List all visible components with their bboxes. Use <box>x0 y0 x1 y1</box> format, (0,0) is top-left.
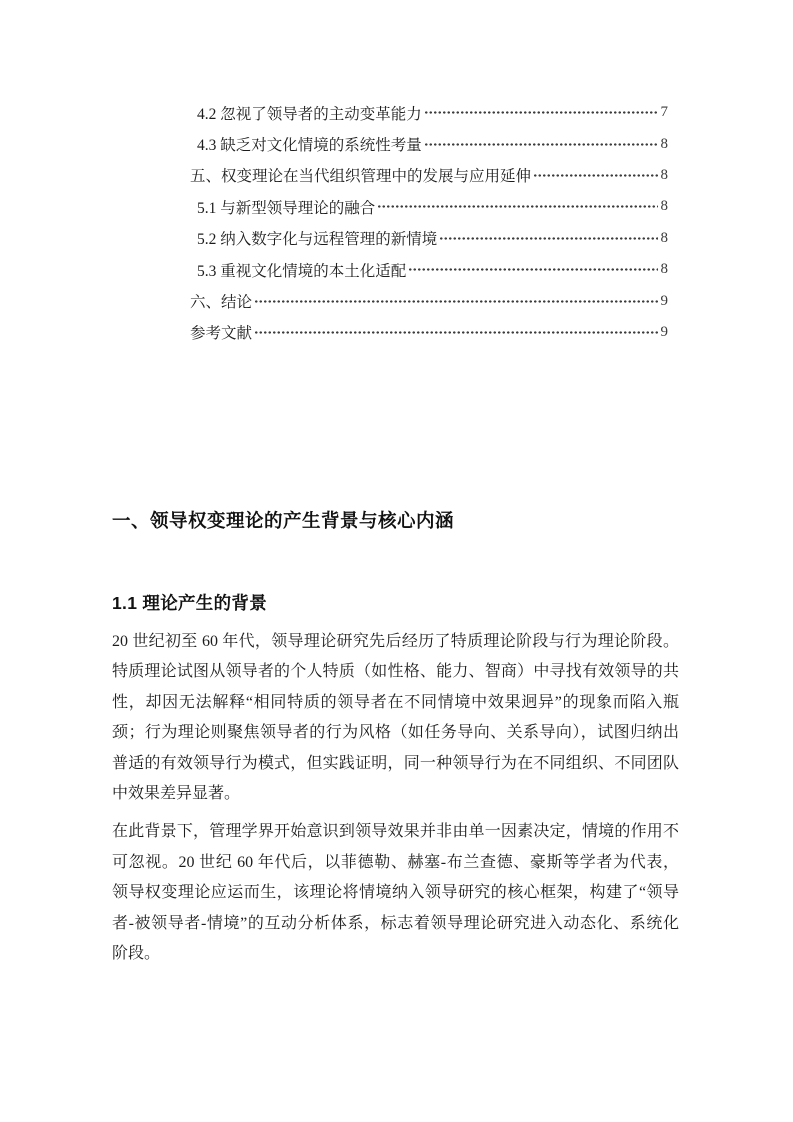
dot-leader <box>377 199 658 214</box>
toc-entry-label: 5.2 纳入数字化与远程管理的新情境 <box>197 231 438 249</box>
dot-leader <box>254 294 658 309</box>
body-line: 可忽视。20 世纪 60 年代后，以菲德勒、赫塞-布兰查德、豪斯等学者为代表， <box>112 853 679 871</box>
toc-entry-page: 8 <box>660 166 668 183</box>
subsection-heading: 1.1 理论产生的背景 <box>112 593 267 613</box>
toc-entry-chapter-6[interactable] <box>190 285 668 316</box>
body-line: 者-被领导者-情境”的互动分析体系，标志着领导理论研究进入动态化、系统化 <box>112 914 679 932</box>
toc-entry-page: 8 <box>660 261 668 278</box>
toc-entry-page: 8 <box>660 198 668 215</box>
body-line: 性，却因无法解释“相同特质的领导者在不同情境中效果迥异”的现象而陷入瓶 <box>112 693 679 711</box>
toc-entry-label: 5.3 重视文化情境的本土化适配 <box>197 262 407 280</box>
body-line: 颈；行为理论则聚焦领导者的行为风格（如任务导向、关系导向），试图归纳出 <box>112 724 679 742</box>
dot-leader <box>408 262 658 277</box>
body-text <box>112 627 679 969</box>
body-line: 在此背景下，管理学界开始意识到领导效果并非由单一因素决定，情境的作用不 <box>112 823 679 841</box>
toc-entry-label: 六、结论 <box>190 294 253 312</box>
toc-entry-4-3[interactable] <box>190 128 668 159</box>
paragraph-background-2 <box>112 817 679 969</box>
toc-entry-references[interactable] <box>190 317 668 348</box>
toc-entry-label: 4.2 忽视了领导者的主动变革能力 <box>197 105 422 123</box>
table-of-contents <box>190 97 668 348</box>
body-line: 阶段。 <box>112 945 161 963</box>
body-line: 特质理论试图从领导者的个人特质（如性格、能力、智商）中寻找有效领导的共 <box>112 663 679 681</box>
dot-leader <box>424 105 658 120</box>
toc-entry-label: 五、权变理论在当代组织管理中的发展与应用延伸 <box>190 168 532 186</box>
toc-entry-page: 9 <box>660 292 668 309</box>
dot-leader <box>439 231 658 246</box>
dot-leader <box>533 168 658 183</box>
toc-entry-label: 5.1 与新型领导理论的融合 <box>197 199 376 217</box>
body-line: 中效果差异显著。 <box>112 785 241 803</box>
chapter-heading: 一、领导权变理论的产生背景与核心内涵 <box>112 510 455 531</box>
body-line: 领导权变理论应运而生，该理论将情境纳入领导研究的核心框架，构建了“领导 <box>112 884 679 902</box>
dot-leader <box>424 137 658 152</box>
toc-entry-label: 4.3 缺乏对文化情境的系统性考量 <box>197 137 422 155</box>
toc-entry-label: 参考文献 <box>190 325 253 343</box>
toc-entry-page: 7 <box>660 104 668 121</box>
body-line: 普适的有效领导行为模式，但实践证明，同一种领导行为在不同组织、不同团队 <box>112 754 679 772</box>
toc-entry-5-1[interactable] <box>190 191 668 222</box>
toc-entry-4-2[interactable] <box>190 97 668 128</box>
dot-leader <box>254 325 658 340</box>
toc-entry-page: 8 <box>660 229 668 246</box>
body-line: 20 世纪初至 60 年代，领导理论研究先后经历了特质理论阶段与行为理论阶段。 <box>112 633 679 650</box>
toc-entry-page: 9 <box>660 323 668 340</box>
toc-entry-chapter-5[interactable] <box>190 160 668 191</box>
toc-entry-page: 8 <box>660 135 668 152</box>
toc-entry-5-2[interactable] <box>190 223 668 254</box>
toc-entry-5-3[interactable] <box>190 254 668 285</box>
paragraph-background-1 <box>112 627 679 809</box>
